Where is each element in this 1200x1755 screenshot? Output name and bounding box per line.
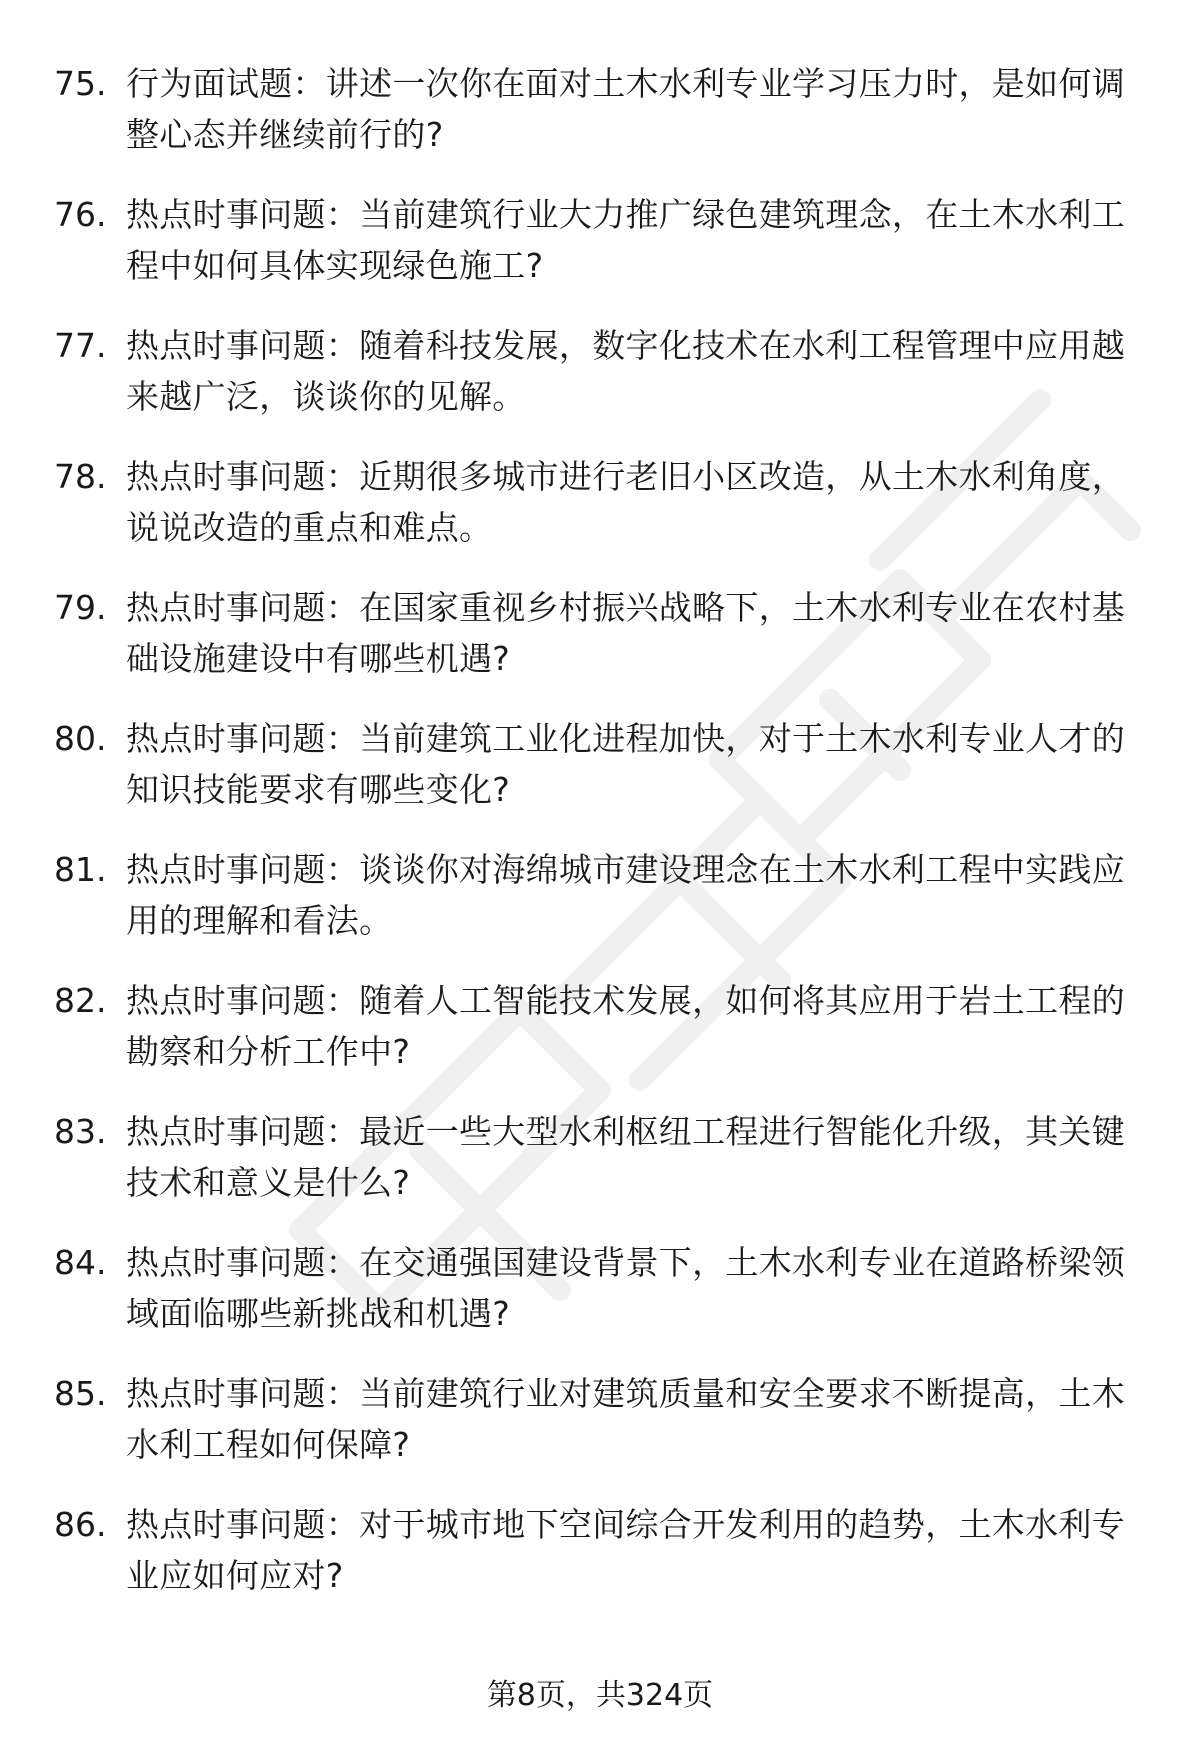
question-number: 80. (54, 719, 107, 758)
question-text: 行为面试题：讲述一次你在面对土木水利专业学习压力时，是如何调整心态并继续前行的? (126, 64, 1125, 154)
question-text: 热点时事问题：在国家重视乡村振兴战略下，土木水利专业在农村基础设施建设中有哪些机遇? (126, 588, 1125, 678)
question-item-79 (54, 582, 1150, 684)
question-item-81 (54, 844, 1150, 946)
question-item-78 (54, 451, 1150, 553)
question-text: 热点时事问题：随着科技发展，数字化技术在水利工程管理中应用越来越广泛，谈谈你的见解。 (126, 326, 1125, 416)
question-text: 热点时事问题：近期很多城市进行老旧小区改造，从土木水利角度，说说改造的重点和难点。 (126, 457, 1125, 547)
question-number: 85. (54, 1374, 107, 1413)
question-number: 76. (54, 195, 107, 234)
question-number: 78. (54, 457, 107, 496)
question-number: 79. (54, 588, 107, 627)
question-item-75 (54, 58, 1150, 160)
question-item-83 (54, 1106, 1150, 1208)
question-item-82 (54, 975, 1150, 1077)
question-item-77 (54, 320, 1150, 422)
question-text: 热点时事问题：对于城市地下空间综合开发利用的趋势，土木水利专业应如何应对? (126, 1505, 1125, 1595)
question-text: 热点时事问题：在交通强国建设背景下，土木水利专业在道路桥梁领域面临哪些新挑战和机遇? (126, 1243, 1125, 1333)
question-item-84 (54, 1237, 1150, 1339)
question-text: 热点时事问题：随着人工智能技术发展，如何将其应用于岩土工程的勘察和分析工作中? (126, 981, 1125, 1071)
question-text: 热点时事问题：当前建筑行业对建筑质量和安全要求不断提高，土木水利工程如何保障? (126, 1374, 1125, 1464)
page-indicator: 第8页，共324页 (486, 1678, 714, 1713)
question-item-76 (54, 189, 1150, 291)
question-number: 84. (54, 1243, 107, 1282)
question-number: 77. (54, 326, 107, 365)
question-number: 82. (54, 981, 107, 1020)
question-text: 热点时事问题：当前建筑行业大力推广绿色建筑理念，在土木水利工程中如何具体实现绿色施工? (126, 195, 1125, 285)
question-text: 热点时事问题：谈谈你对海绵城市建设理念在土木水利工程中实践应用的理解和看法。 (126, 850, 1125, 940)
question-text: 热点时事问题：最近一些大型水利枢纽工程进行智能化升级，其关键技术和意义是什么? (126, 1112, 1125, 1202)
question-text: 热点时事问题：当前建筑工业化进程加快，对于土木水利专业人才的知识技能要求有哪些变化? (126, 719, 1125, 809)
question-item-80 (54, 713, 1150, 815)
question-item-86 (54, 1499, 1150, 1601)
question-number: 83. (54, 1112, 107, 1151)
question-number: 81. (54, 850, 107, 889)
question-list (54, 58, 1150, 1630)
question-item-85 (54, 1368, 1150, 1470)
question-number: 86. (54, 1505, 107, 1544)
question-number: 75. (54, 64, 107, 103)
